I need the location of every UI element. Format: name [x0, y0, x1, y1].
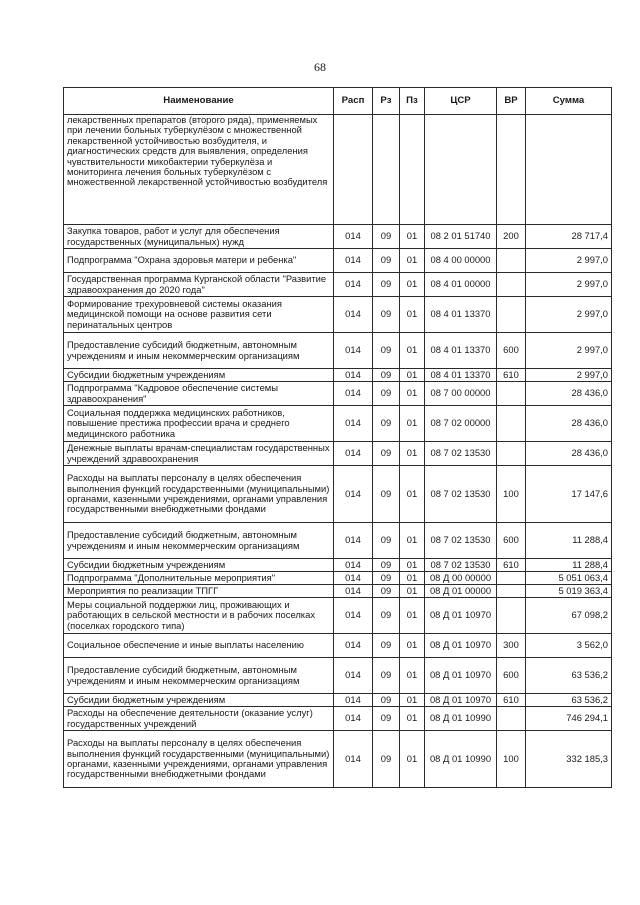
row-rz-cell: 09	[373, 225, 400, 249]
row-csr-cell: 08 4 01 13370	[425, 333, 497, 369]
row-rasp-cell: 014	[334, 406, 373, 442]
row-vr-cell	[497, 382, 526, 406]
row-vr-cell	[497, 442, 526, 466]
table-row	[64, 572, 612, 585]
row-sum-cell: 2 997,0	[526, 297, 612, 333]
table-row	[64, 559, 612, 572]
row-rasp-cell: 014	[334, 225, 373, 249]
row-rasp-cell: 014	[334, 297, 373, 333]
row-pz-cell	[400, 115, 425, 225]
row-sum-cell: 2 997,0	[526, 273, 612, 297]
row-rasp-cell: 014	[334, 249, 373, 273]
column-header-pz: Пз	[400, 88, 425, 115]
row-pz-cell: 01	[400, 466, 425, 523]
row-rz-cell: 09	[373, 297, 400, 333]
row-rasp-cell: 014	[334, 658, 373, 694]
row-sum-cell: 2 997,0	[526, 369, 612, 382]
column-header-sum: Сумма	[526, 88, 612, 115]
table-row	[64, 585, 612, 598]
row-vr-cell: 610	[497, 694, 526, 707]
row-csr-cell: 08 Д 01 10970	[425, 634, 497, 658]
row-csr-cell: 08 7 02 00000	[425, 406, 497, 442]
row-rasp-cell: 014	[334, 694, 373, 707]
row-name-cell: Денежные выплаты врачам-специалистам государственных учреждений здравоохранения	[64, 442, 334, 466]
row-pz-cell: 01	[400, 369, 425, 382]
row-name-cell: Субсидии бюджетным учреждениям	[64, 694, 334, 707]
row-sum-cell: 11 288,4	[526, 523, 612, 559]
table-row	[64, 225, 612, 249]
row-rasp-cell: 014	[334, 572, 373, 585]
column-header-vr: ВР	[497, 88, 526, 115]
table-row	[64, 634, 612, 658]
column-header-name: Наименование	[64, 88, 334, 115]
row-csr-cell: 08 Д 01 10990	[425, 707, 497, 731]
row-name-cell: лекарственных препаратов (второго ряда), применяемых при лечении больных туберкулёзом с множественной лекарственной устойчивостью возбудителя, и диагностических средств для выявления, определения чувствительности микобактерии туберкулёза и мониторинга лечения больных туберкулёзом с множественной лекарственной устойчивостью возбудителя	[64, 115, 334, 225]
column-header-csr: ЦСР	[425, 88, 497, 115]
row-sum-cell: 28 436,0	[526, 442, 612, 466]
row-rasp-cell: 014	[334, 731, 373, 788]
row-name-cell: Закупка товаров, работ и услуг для обеспечения государственных (муниципальных) нужд	[64, 225, 334, 249]
row-rz-cell: 09	[373, 707, 400, 731]
row-rz-cell: 09	[373, 731, 400, 788]
row-rz-cell: 09	[373, 559, 400, 572]
table-row	[64, 333, 612, 369]
column-header-rz: Рз	[373, 88, 400, 115]
row-pz-cell: 01	[400, 225, 425, 249]
row-vr-cell: 610	[497, 559, 526, 572]
table-row	[64, 731, 612, 788]
table-row	[64, 115, 612, 225]
row-rasp-cell: 014	[334, 273, 373, 297]
row-pz-cell: 01	[400, 559, 425, 572]
row-csr-cell: 08 Д 01 00000	[425, 585, 497, 598]
row-vr-cell	[497, 598, 526, 634]
budget-table	[63, 87, 612, 788]
table-row	[64, 707, 612, 731]
row-rasp-cell: 014	[334, 466, 373, 523]
row-pz-cell: 01	[400, 634, 425, 658]
table-row	[64, 466, 612, 523]
row-name-cell: Подпрограмма "Охрана здоровья матери и ребенка"	[64, 249, 334, 273]
row-csr-cell: 08 7 02 13530	[425, 523, 497, 559]
row-name-cell: Подпрограмма "Кадровое обеспечение системы здравоохранения"	[64, 382, 334, 406]
row-name-cell: Мероприятия по реализации ТПГГ	[64, 585, 334, 598]
row-rz-cell: 09	[373, 333, 400, 369]
row-rz-cell: 09	[373, 273, 400, 297]
row-sum-cell: 28 436,0	[526, 382, 612, 406]
row-vr-cell: 300	[497, 634, 526, 658]
row-sum-cell: 28 436,0	[526, 406, 612, 442]
row-pz-cell: 01	[400, 442, 425, 466]
row-rasp-cell: 014	[334, 442, 373, 466]
row-sum-cell: 5 051 063,4	[526, 572, 612, 585]
row-rasp-cell: 014	[334, 598, 373, 634]
row-csr-cell: 08 4 01 00000	[425, 273, 497, 297]
row-name-cell: Меры социальной поддержки лиц, проживающих и работающих в сельской местности и в рабочих поселках (поселках городского типа)	[64, 598, 334, 634]
row-sum-cell: 3 562,0	[526, 634, 612, 658]
row-csr-cell: 08 4 01 13370	[425, 297, 497, 333]
row-rasp-cell: 014	[334, 634, 373, 658]
row-pz-cell: 01	[400, 598, 425, 634]
row-csr-cell: 08 7 02 13530	[425, 559, 497, 572]
row-name-cell: Социальное обеспечение и иные выплаты населению	[64, 634, 334, 658]
row-sum-cell: 332 185,3	[526, 731, 612, 788]
row-csr-cell: 08 7 00 00000	[425, 382, 497, 406]
row-rz-cell: 09	[373, 634, 400, 658]
row-csr-cell: 08 7 02 13530	[425, 466, 497, 523]
row-csr-cell: 08 Д 01 10970	[425, 658, 497, 694]
table-row	[64, 598, 612, 634]
row-rasp-cell: 014	[334, 559, 373, 572]
row-rasp-cell: 014	[334, 333, 373, 369]
row-csr-cell: 08 4 01 13370	[425, 369, 497, 382]
row-pz-cell: 01	[400, 694, 425, 707]
row-rasp-cell: 014	[334, 382, 373, 406]
row-vr-cell: 600	[497, 333, 526, 369]
table-header-row	[64, 88, 612, 115]
row-name-cell: Социальная поддержка медицинских работников, повышение престижа профессии врача и среднего медицинского работника	[64, 406, 334, 442]
row-rz-cell	[373, 115, 400, 225]
table-row	[64, 382, 612, 406]
table-row	[64, 249, 612, 273]
row-pz-cell: 01	[400, 731, 425, 788]
row-rasp-cell: 014	[334, 585, 373, 598]
row-pz-cell: 01	[400, 707, 425, 731]
row-vr-cell	[497, 273, 526, 297]
row-pz-cell: 01	[400, 658, 425, 694]
row-rasp-cell: 014	[334, 707, 373, 731]
row-csr-cell: 08 Д 01 10970	[425, 694, 497, 707]
row-pz-cell: 01	[400, 406, 425, 442]
table-row	[64, 442, 612, 466]
table-row	[64, 658, 612, 694]
row-vr-cell	[497, 115, 526, 225]
row-name-cell: Расходы на обеспечение деятельности (оказание услуг) государственных учреждений	[64, 707, 334, 731]
table-row	[64, 694, 612, 707]
row-rz-cell: 09	[373, 442, 400, 466]
row-sum-cell: 63 536,2	[526, 658, 612, 694]
row-rz-cell: 09	[373, 585, 400, 598]
row-vr-cell: 100	[497, 731, 526, 788]
row-sum-cell: 28 717,4	[526, 225, 612, 249]
row-rz-cell: 09	[373, 249, 400, 273]
row-vr-cell	[497, 406, 526, 442]
row-sum-cell: 2 997,0	[526, 249, 612, 273]
row-vr-cell: 600	[497, 658, 526, 694]
row-name-cell: Субсидии бюджетным учреждениям	[64, 559, 334, 572]
row-sum-cell: 63 536,2	[526, 694, 612, 707]
row-name-cell: Расходы на выплаты персоналу в целях обеспечения выполнения функций государственными (муниципальными) органами, казенными учреждениями, органами управления государственными внебюджетными фондами	[64, 731, 334, 788]
row-name-cell: Предоставление субсидий бюджетным, автономным учреждениям и иным некоммерческим организациям	[64, 658, 334, 694]
row-pz-cell: 01	[400, 523, 425, 559]
row-rz-cell: 09	[373, 658, 400, 694]
row-vr-cell	[497, 249, 526, 273]
row-rasp-cell	[334, 115, 373, 225]
row-rz-cell: 09	[373, 382, 400, 406]
row-pz-cell: 01	[400, 249, 425, 273]
row-name-cell: Предоставление субсидий бюджетным, автономным учреждениям и иным некоммерческим организациям	[64, 333, 334, 369]
row-rasp-cell: 014	[334, 523, 373, 559]
row-csr-cell: 08 Д 01 10990	[425, 731, 497, 788]
row-vr-cell	[497, 297, 526, 333]
row-vr-cell: 600	[497, 523, 526, 559]
table-row	[64, 297, 612, 333]
row-rz-cell: 09	[373, 466, 400, 523]
row-sum-cell: 67 098,2	[526, 598, 612, 634]
table-row	[64, 369, 612, 382]
row-rasp-cell: 014	[334, 369, 373, 382]
table-row	[64, 406, 612, 442]
row-pz-cell: 01	[400, 333, 425, 369]
row-csr-cell: 08 7 02 13530	[425, 442, 497, 466]
row-sum-cell	[526, 115, 612, 225]
row-name-cell: Государственная программа Курганской области "Развитие здравоохранения до 2020 года"	[64, 273, 334, 297]
row-vr-cell: 100	[497, 466, 526, 523]
row-name-cell: Подпрограмма "Дополнительные мероприятия"	[64, 572, 334, 585]
row-pz-cell: 01	[400, 382, 425, 406]
row-rz-cell: 09	[373, 694, 400, 707]
page-number: 68	[314, 60, 326, 74]
row-csr-cell: 08 Д 01 10970	[425, 598, 497, 634]
row-pz-cell: 01	[400, 585, 425, 598]
table-row	[64, 523, 612, 559]
row-sum-cell: 5 019 363,4	[526, 585, 612, 598]
row-name-cell: Предоставление субсидий бюджетным, автономным учреждениям и иным некоммерческим организациям	[64, 523, 334, 559]
row-vr-cell	[497, 572, 526, 585]
row-vr-cell: 610	[497, 369, 526, 382]
row-name-cell: Расходы на выплаты персоналу в целях обеспечения выполнения функций государственными (муниципальными) органами, казенными учреждениями, органами управления государственными внебюджетными фондами	[64, 466, 334, 523]
row-rz-cell: 09	[373, 572, 400, 585]
row-vr-cell: 200	[497, 225, 526, 249]
row-name-cell: Субсидии бюджетным учреждениям	[64, 369, 334, 382]
row-sum-cell: 11 288,4	[526, 559, 612, 572]
row-csr-cell: 08 Д 00 00000	[425, 572, 497, 585]
table-row	[64, 273, 612, 297]
row-csr-cell: 08 2 01 51740	[425, 225, 497, 249]
row-vr-cell	[497, 585, 526, 598]
row-sum-cell: 17 147,6	[526, 466, 612, 523]
row-sum-cell: 746 294,1	[526, 707, 612, 731]
row-vr-cell	[497, 707, 526, 731]
column-header-rasp: Расп	[334, 88, 373, 115]
row-pz-cell: 01	[400, 273, 425, 297]
row-csr-cell	[425, 115, 497, 225]
row-rz-cell: 09	[373, 369, 400, 382]
row-sum-cell: 2 997,0	[526, 333, 612, 369]
row-rz-cell: 09	[373, 523, 400, 559]
row-rz-cell: 09	[373, 598, 400, 634]
row-rz-cell: 09	[373, 406, 400, 442]
row-name-cell: Формирование трехуровневой системы оказания медицинской помощи на основе развития сети перинатальных центров	[64, 297, 334, 333]
row-pz-cell: 01	[400, 297, 425, 333]
row-csr-cell: 08 4 00 00000	[425, 249, 497, 273]
row-pz-cell: 01	[400, 572, 425, 585]
